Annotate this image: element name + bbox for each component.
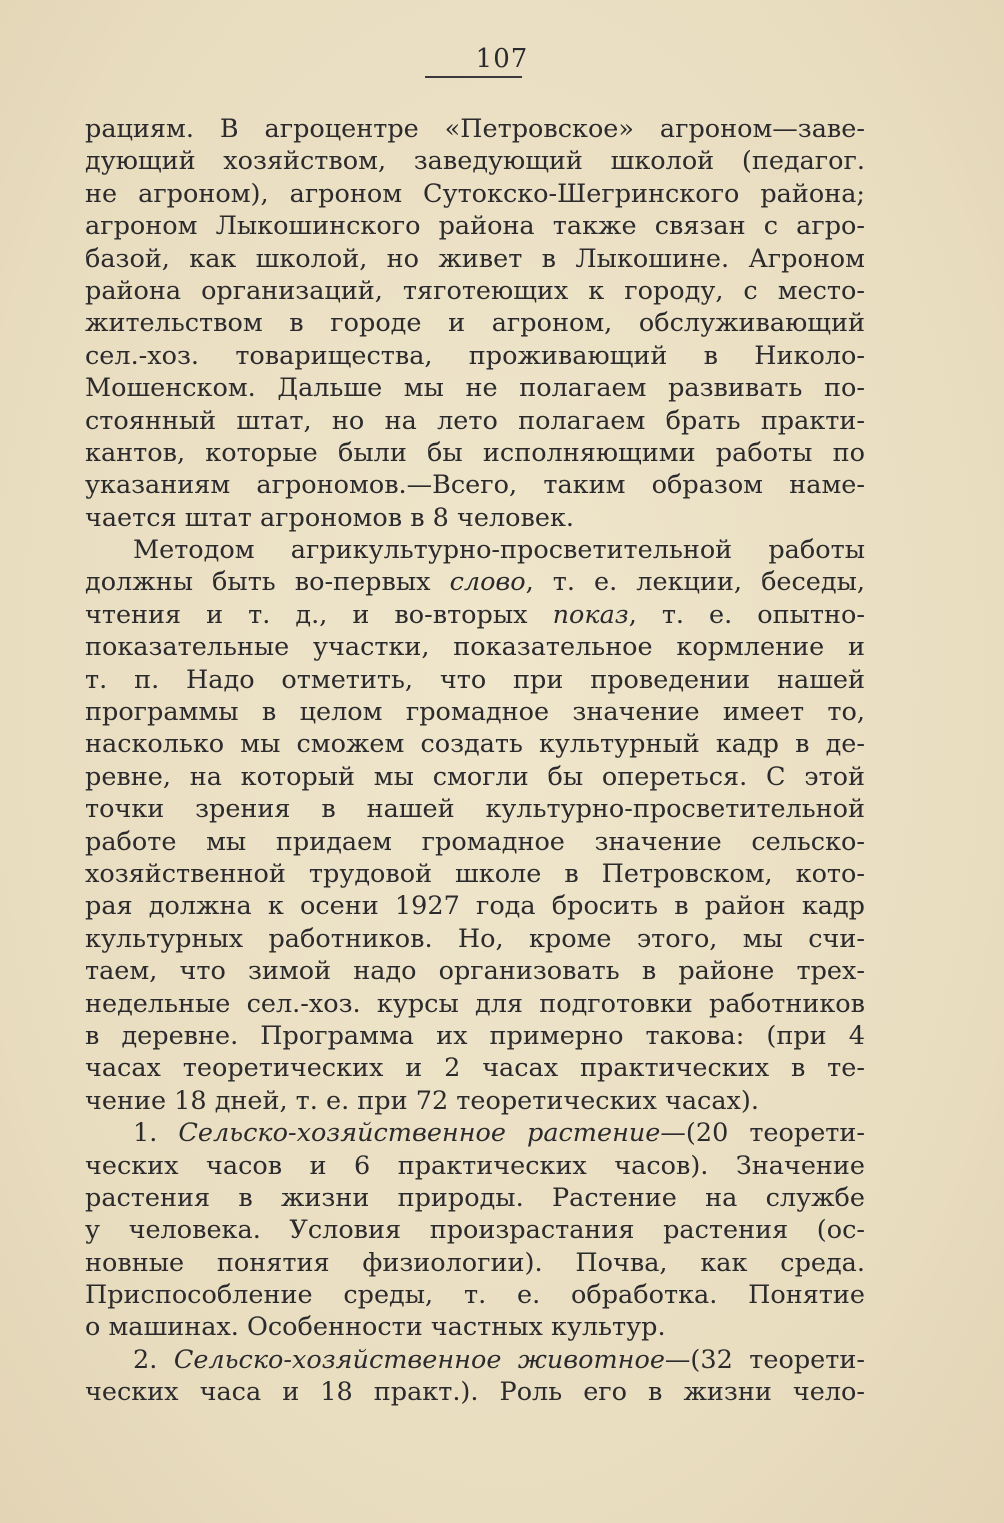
line-text: , т. е. лекции, беседы, xyxy=(525,567,865,598)
line-text: чтения и т. д., и во-вторых xyxy=(85,599,553,630)
emphasized-term: Сельско-хозяйственное растение xyxy=(178,1118,661,1149)
text-line: в деревне. Программа их примерно такова: (при 4 xyxy=(85,1020,865,1051)
text-line: сел.-хоз. товарищества, проживающий в Николо- xyxy=(85,340,865,371)
text-line: о машинах. Особенности частных культур. xyxy=(85,1312,666,1343)
page-number-rule xyxy=(425,76,522,78)
text-line: стоянный штат, но на лето полагаем брать практи- xyxy=(85,405,865,436)
line-text: , т. е. опытно- xyxy=(628,599,865,630)
line-text: —(32 теорети- xyxy=(664,1344,865,1375)
text-line: часах теоретических и 2 часах практических в те- xyxy=(85,1053,865,1084)
text-line: точки зрения в нашей культурно-просветительной xyxy=(85,794,865,825)
text-line: растения в жизни природы. Растение на службе xyxy=(85,1182,865,1213)
text-line: указаниям агрономов.—Всего, таким образом наме- xyxy=(85,470,865,501)
text-line: рациям. В агроцентре «Петровское» агроном—заве- xyxy=(85,114,865,144)
text-line: района организаций, тяготеющих к городу, с место- xyxy=(85,275,865,306)
text-line: Мошенском. Дальше мы не полагаем развивать по- xyxy=(85,373,865,404)
line-text: должны быть во-первых xyxy=(85,567,450,598)
text-line: дующий хозяйством, заведующий школой (педагог. xyxy=(85,146,865,177)
line-text: 2. xyxy=(133,1344,174,1375)
page-number: 107 xyxy=(475,44,529,74)
text-line: культурных работников. Но, кроме этого, мы счи- xyxy=(85,923,865,954)
emphasized-term: слово xyxy=(449,567,526,598)
emphasized-term: показ xyxy=(552,599,629,630)
text-line xyxy=(85,566,865,598)
text-line xyxy=(85,1344,865,1376)
text-line: показательные участки, показательное кормление и xyxy=(85,632,865,663)
text-line: кантов, которые были бы исполняющими работы по xyxy=(85,437,865,468)
text-line xyxy=(85,599,865,631)
text-line: недельные сел.-хоз. курсы для подготовки работников xyxy=(85,988,865,1019)
line-text: 1. xyxy=(133,1118,179,1149)
text-line: ревне, на который мы смогли бы опереться. С этой xyxy=(85,761,865,792)
text-line xyxy=(85,1117,865,1149)
text-line: Методом агрикультурно-просветительной работы xyxy=(133,535,865,566)
text-line: ческих часа и 18 практ.). Роль его в жизни чело- xyxy=(85,1377,865,1408)
body-text xyxy=(85,113,865,1409)
text-line: не агроном), агроном Сутокско-Шегринского района; xyxy=(85,178,865,209)
text-line: новные понятия физиологии). Почва, как среда. xyxy=(85,1247,865,1278)
text-line: базой, как школой, но живет в Лыкошине. Агроном xyxy=(85,243,865,274)
emphasized-term: Сельско-хозяйственное животное xyxy=(173,1344,665,1375)
text-line: чается штат агрономов в 8 человек. xyxy=(85,502,574,533)
text-line: у человека. Условия произрастания растения (ос- xyxy=(85,1215,865,1246)
text-line: ческих часов и 6 практических часов). Значение xyxy=(85,1150,865,1181)
text-line: чение 18 дней, т. е. при 72 теоретических часах). xyxy=(85,1085,759,1116)
text-line: т. п. Надо отметить, что при проведении нашей xyxy=(85,664,865,695)
line-text: —(20 теорети- xyxy=(660,1118,865,1149)
text-line: жительством в городе и агроном, обслуживающий xyxy=(85,308,865,339)
text-line: рая должна к осени 1927 года бросить в район кадр xyxy=(85,891,865,922)
text-line: Приспособление среды, т. е. обработка. Понятие xyxy=(85,1280,865,1311)
text-line: насколько мы сможем создать культурный кадр в де- xyxy=(85,729,865,760)
text-line: работе мы придаем громадное значение сельско- xyxy=(85,826,865,857)
text-line: таем, что зимой надо организовать в районе трех- xyxy=(85,956,865,987)
text-line: программы в целом громадное значение имеет то, xyxy=(85,697,865,728)
text-line: хозяйственной трудовой школе в Петровском, кото- xyxy=(85,858,865,889)
text-line: агроном Лыкошинского района также связан с агро- xyxy=(85,211,865,242)
